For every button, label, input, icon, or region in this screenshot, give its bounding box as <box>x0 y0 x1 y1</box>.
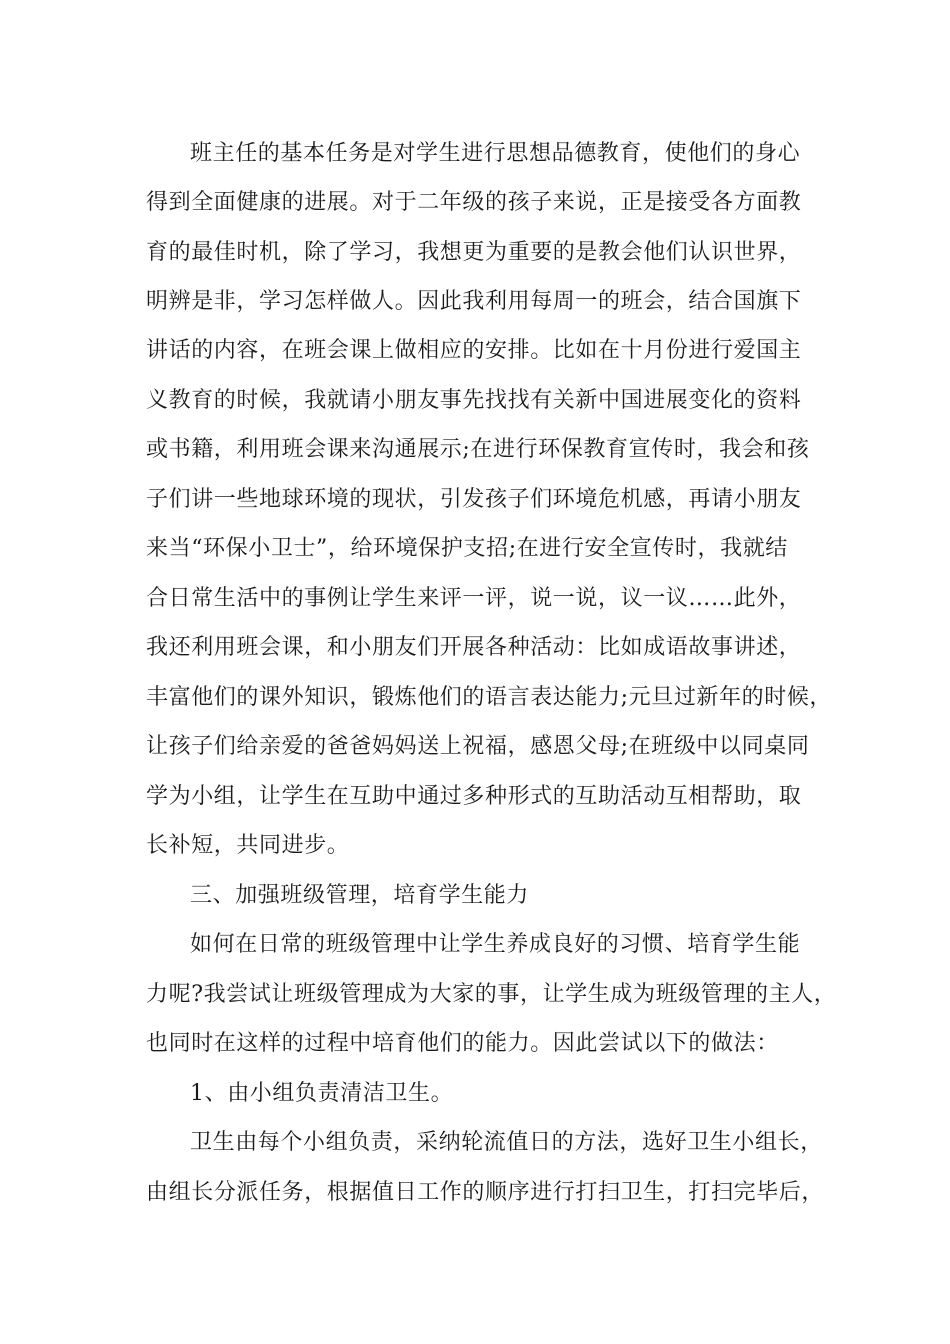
paragraph-line: 如何在日常的班级管理中让学生养成良好的习惯、培育学生能 <box>190 932 801 957</box>
paragraph-line: 长补短，共同进步。 <box>146 833 350 858</box>
paragraph-line: 卫生由每个小组负责，采纳轮流值日的方法，选好卫生小组长， <box>190 1130 823 1155</box>
paragraph-line: 得到全面健康的进展。对于二年级的孩子来说，正是接受各方面教 <box>146 190 802 215</box>
paragraph-line: 力呢?我尝试让班级管理成为大家的事，让学生成为班级管理的主人， <box>146 982 837 1007</box>
paragraph-line: 合日常生活中的事例让学生来评一评，说一说，议一议……此外， <box>146 586 802 611</box>
paragraph-line: 义教育的时候，我就请小朋友事先找找有关新中国进展变化的资料 <box>146 388 802 413</box>
paragraph-line: 学为小组，让学生在互助中通过多种形式的互助活动互相帮助，取 <box>146 784 802 809</box>
paragraph-line: 班主任的基本任务是对学生进行思想品德教育，使他们的身心 <box>190 141 801 166</box>
paragraph-line: 讲话的内容，在班会课上做相应的安排。比如在十月份进行爱国主 <box>146 338 802 363</box>
paragraph-line: 或书籍，利用班会课来沟通展示;在进行环保教育宣传时，我会和孩 <box>146 437 810 462</box>
paragraph-line: 由组长分派任务，根据值日工作的顺序进行打扫卫生，打扫完毕后， <box>146 1180 825 1205</box>
paragraph-line: 育的最佳时机，除了学习，我想更为重要的是教会他们认识世界， <box>146 240 802 265</box>
section-heading: 三、加强班级管理，培育学生能力 <box>190 883 530 908</box>
paragraph-line: 我还利用班会课，和小朋友们开展各种活动：比如成语故事讲述， <box>146 635 802 660</box>
paragraph-line: 来当“环保小卫士”，给环境保护支招;在进行安全宣传时，我就结 <box>146 536 788 561</box>
paragraph-line: 也同时在这样的过程中培育他们的能力。因此尝试以下的做法： <box>146 1031 779 1056</box>
list-item-heading: 1、由小组负责清洁卫生。 <box>190 1081 454 1106</box>
paragraph-line: 让孩子们给亲爱的爸爸妈妈送上祝福，感恩父母;在班级中以同桌同 <box>146 734 810 759</box>
paragraph-line: 子们讲一些地球环境的现状，引发孩子们环境危机感，再请小朋友 <box>146 487 802 512</box>
paragraph-line: 明辨是非，学习怎样做人。因此我利用每周一的班会，结合国旗下 <box>146 289 802 314</box>
paragraph-line: 丰富他们的课外知识，锻炼他们的语言表达能力;元旦过新年的时候， <box>146 685 833 710</box>
